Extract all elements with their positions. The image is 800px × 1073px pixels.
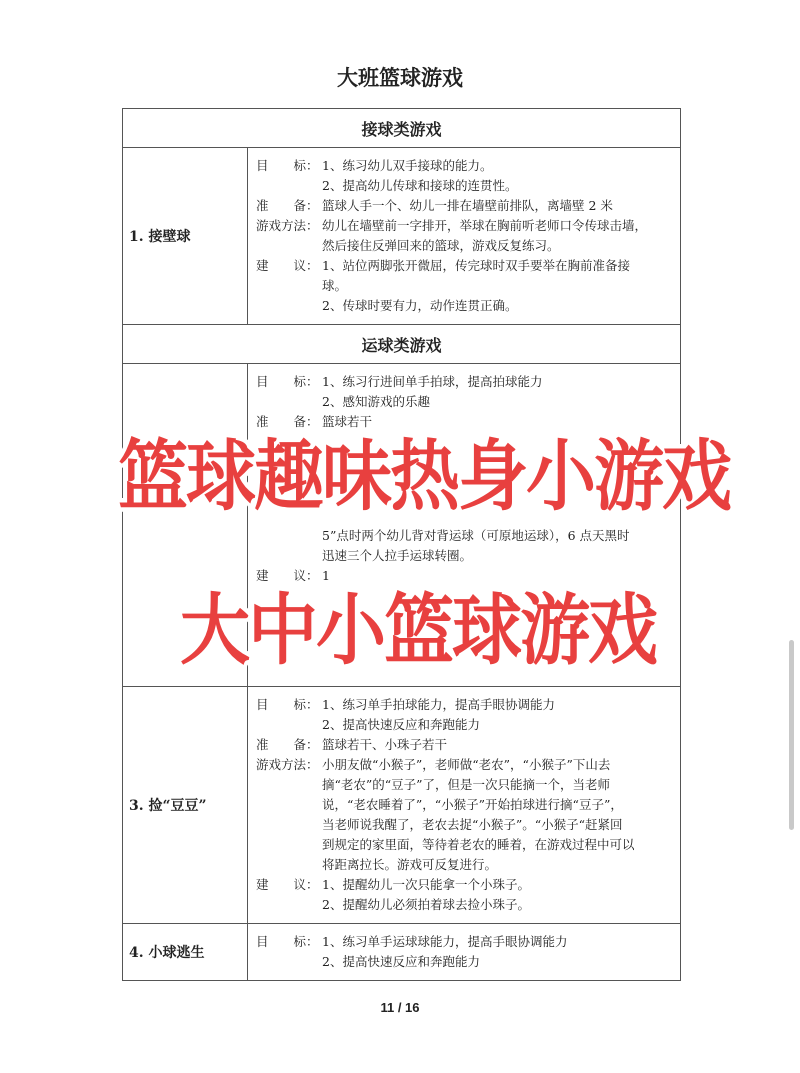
detail-label [256, 855, 322, 875]
detail-text: 然后接住反弹回来的篮球，游戏反复练习。 [322, 238, 560, 253]
detail-line [256, 715, 672, 735]
detail-label [256, 795, 322, 815]
detail-label: 建 议： [256, 568, 319, 583]
detail-line [256, 546, 672, 566]
detail-text: 5”点时两个幼儿背对背运球（可原地运球），6 点天黑时 [322, 528, 630, 543]
page-number: 11 / 16 [380, 1000, 420, 1015]
detail-text: 当老师说我醒了，老农去捉“小猴子”。“小猴子“赶紧回 [322, 817, 623, 832]
detail-label: 准 备： [256, 198, 319, 213]
detail-text: 1、练习单手拍球能力，提高手眼协调能力 [322, 697, 555, 712]
detail-line [256, 835, 672, 855]
detail-text: 说，“老农睡着了”，“小猴子”开始拍球进行摘“豆子”， [322, 797, 623, 812]
detail-line [256, 795, 672, 815]
detail-label [256, 276, 322, 296]
detail-line [256, 256, 672, 276]
detail-label [256, 296, 322, 316]
detail-text: 2、感知游戏的乐趣 [322, 394, 430, 409]
detail-line [256, 932, 672, 952]
detail-label [256, 176, 322, 196]
section-header-catching: 接球类游戏 [123, 109, 681, 148]
detail-text: 2、提高幼儿传球和接球的连贯性。 [322, 178, 518, 193]
detail-label [256, 715, 322, 735]
subheadline-area [180, 585, 672, 678]
detail-label: 目 标： [256, 697, 319, 712]
game-details [248, 924, 681, 981]
detail-label: 准 备： [256, 737, 319, 752]
overlay-headline: 篮球趣味热身小游戏 [118, 431, 730, 522]
game-details [248, 687, 681, 924]
detail-text: 迅速三个人拉手运球转圈。 [322, 548, 473, 563]
detail-label [256, 895, 322, 915]
detail-line [256, 372, 672, 392]
detail-line [256, 526, 672, 546]
detail-line [256, 755, 672, 775]
games-table [118, 108, 730, 981]
detail-text: 篮球若干 [322, 414, 373, 429]
detail-text: 2、提醒幼儿必须拍着球去捡小珠子。 [322, 897, 530, 912]
detail-text: 将距离拉长。游戏可反复进行。 [322, 857, 498, 872]
detail-line [256, 695, 672, 715]
game-name: 4. 小球逃生 [123, 924, 248, 981]
detail-label [256, 392, 322, 412]
detail-line [256, 952, 672, 972]
detail-text: 到规定的家里面，等待着老农的睡着，在游戏过程中可以 [322, 837, 635, 852]
detail-line [256, 855, 672, 875]
detail-label: 建 议： [256, 877, 319, 892]
detail-text: 2、提高快速反应和奔跑能力 [322, 954, 480, 969]
detail-line [256, 815, 672, 835]
detail-text: 1、练习单手运球球能力，提高手眼协调能力 [322, 934, 568, 949]
detail-line [256, 296, 672, 316]
detail-label [256, 835, 322, 855]
detail-text: 幼儿在墙壁前一字排开，举球在胸前听老师口令传球击墙， [322, 218, 648, 233]
detail-text: 1、练习行进间单手拍球，提高拍球能力 [322, 374, 543, 389]
detail-label [256, 952, 322, 972]
detail-line [256, 216, 672, 236]
detail-label [256, 775, 322, 795]
detail-label: 目 标： [256, 934, 319, 949]
detail-line [256, 895, 672, 915]
detail-text: 篮球人手一个、幼儿一排在墙壁前排队，离墙壁 2 米 [322, 198, 613, 213]
detail-line [256, 566, 672, 586]
detail-label [256, 236, 322, 256]
detail-text: 1 [322, 568, 330, 583]
detail-text: 2、传球时要有力，动作连贯正确。 [322, 298, 518, 313]
document-title: 大班篮球游戏 [337, 65, 463, 90]
detail-line [256, 735, 672, 755]
game-details [248, 148, 681, 325]
overlay-subheadline: 大中小篮球游戏 [180, 585, 656, 676]
detail-line [256, 276, 672, 296]
detail-label [256, 815, 322, 835]
detail-label: 游戏方法： [256, 218, 319, 233]
detail-text: 球。 [322, 278, 348, 293]
detail-label: 目 标： [256, 374, 319, 389]
game-details [118, 364, 730, 687]
detail-text: 1、站位两脚张开微屈，传完球时双手要举在胸前准备接 [322, 258, 630, 273]
detail-text: 2、提高快速反应和奔跑能力 [322, 717, 480, 732]
detail-text: 1、提醒幼儿一次只能拿一个小珠子。 [322, 877, 530, 892]
detail-label: 游戏方法： [256, 757, 319, 772]
game-name: 1. 接壁球 [123, 148, 248, 325]
detail-text: 小朋友做“小猴子”，老师做“老农”，“小猴子”下山去 [322, 757, 611, 772]
detail-label [256, 526, 322, 546]
game-name: 3. 捡“豆豆” [123, 687, 248, 924]
detail-line [256, 236, 672, 256]
detail-line [256, 412, 672, 432]
scrollbar[interactable] [789, 640, 794, 830]
detail-line [256, 775, 672, 795]
detail-text: 篮球若干、小珠子若干 [322, 737, 448, 752]
detail-label: 准 备： [256, 414, 319, 429]
headline-area [118, 431, 730, 526]
detail-label: 目 标： [256, 158, 319, 173]
detail-line [256, 176, 672, 196]
detail-line [256, 156, 672, 176]
detail-label [256, 546, 322, 566]
section-header-dribbling: 运球类游戏 [123, 325, 681, 364]
detail-text: 1、练习幼儿双手接球的能力。 [322, 158, 493, 173]
detail-line [256, 392, 672, 412]
detail-line [256, 875, 672, 895]
detail-label: 建 议： [256, 258, 319, 273]
detail-text: 摘“老农”的“豆子”了，但是一次只能摘一个，当老师 [322, 777, 611, 792]
detail-line [256, 196, 672, 216]
